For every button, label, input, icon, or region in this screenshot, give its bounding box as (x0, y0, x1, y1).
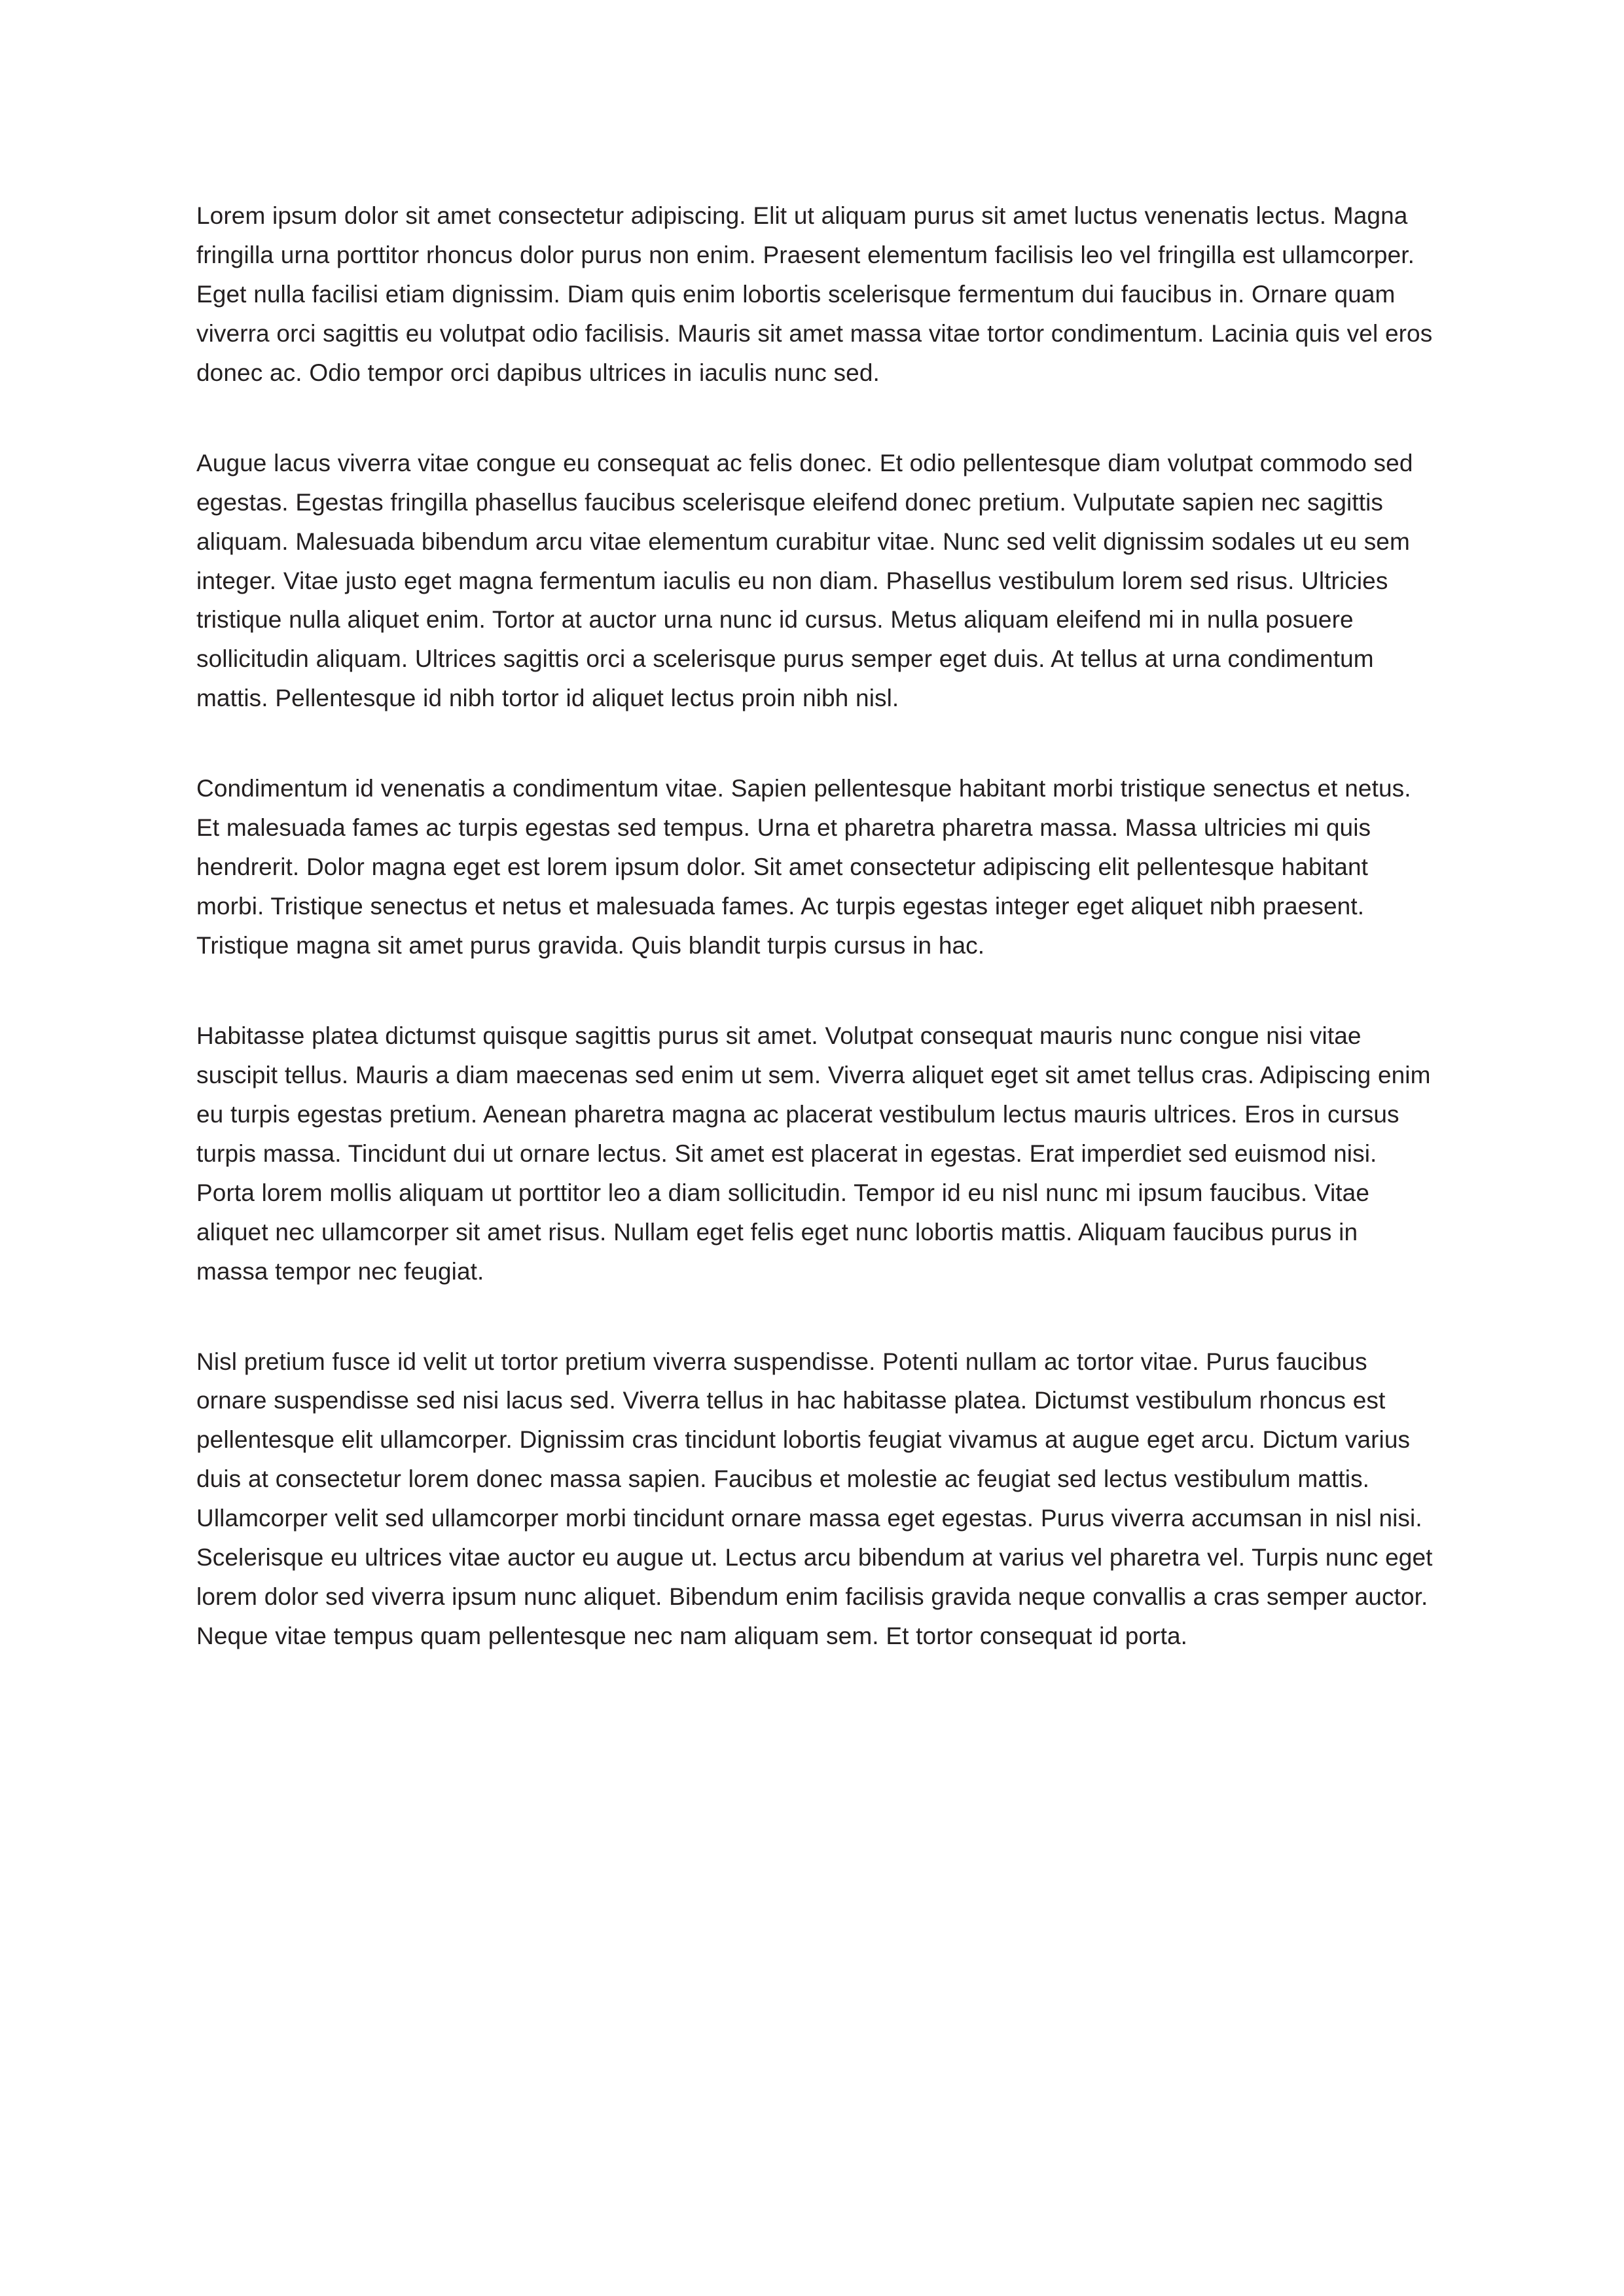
paragraph: Condimentum id venenatis a condimentum vitae. Sapien pellentesque habitant morbi tristique senectus et netus. Et malesuada fames ac turpis egestas sed tempus. Urna et pharetra pharetra massa. Massa ultricies mi quis hendrerit. Dolor magna eget est lorem ipsum dolor. Sit amet consectetur adipiscing elit pellentesque habitant morbi. Tristique senectus et netus et malesuada fames. Ac turpis egestas integer eget aliquet nibh praesent. Tristique magna sit amet purus gravida. Quis blandit turpis cursus in hac. (196, 775, 1411, 959)
paragraph: Habitasse platea dictumst quisque sagittis purus sit amet. Volutpat consequat mauris nunc congue nisi vitae suscipit tellus. Mauris a diam maecenas sed enim ut sem. Viverra aliquet eget sit amet tellus cras. Adipiscing enim eu turpis egestas pretium. Aenean pharetra magna ac placerat vestibulum lectus mauris ultrices. Eros in cursus turpis massa. Tincidunt dui ut ornare lectus. Sit amet est placerat in egestas. Erat imperdiet sed euismod nisi. Porta lorem mollis aliquam ut porttitor leo a diam sollicitudin. Tempor id eu nisl nunc mi ipsum faucibus. Vitae aliquet nec ullamcorper sit amet risus. Nullam eget felis eget nunc lobortis mattis. Aliquam faucibus purus in massa tempor nec feugiat. (196, 1022, 1431, 1285)
document-body (196, 196, 1434, 1656)
paragraph: Lorem ipsum dolor sit amet consectetur adipiscing. Elit ut aliquam purus sit amet luctus venenatis lectus. Magna fringilla urna porttitor rhoncus dolor purus non enim. Praesent elementum facilisis leo vel fringilla est ullamcorper. Eget nulla facilisi etiam dignissim. Diam quis enim lobortis scelerisque fermentum dui faucibus in. Ornare quam viverra orci sagittis eu volutpat odio facilisis. Mauris sit amet massa vitae tortor condimentum. Lacinia quis vel eros donec ac. Odio tempor orci dapibus ultrices in iaculis nunc sed. (196, 202, 1433, 386)
paragraph: Augue lacus viverra vitae congue eu consequat ac felis donec. Et odio pellentesque diam volutpat commodo sed egestas. Egestas fringilla phasellus faucibus scelerisque eleifend donec pretium. Vulputate sapien nec sagittis aliquam. Malesuada bibendum arcu vitae elementum curabitur vitae. Nunc sed velit dignissim sodales ut eu sem integer. Vitae justo eget magna fermentum iaculis eu non diam. Phasellus vestibulum lorem sed risus. Ultricies tristique nulla aliquet enim. Tortor at auctor urna nunc id cursus. Metus aliquam eleifend mi in nulla posuere sollicitudin aliquam. Ultrices sagittis orci a scelerisque purus semper eget duis. At tellus at urna condimentum mattis. Pellentesque id nibh tortor id aliquet lectus proin nibh nisl. (196, 449, 1413, 712)
paragraph: Nisl pretium fusce id velit ut tortor pretium viverra suspendisse. Potenti nullam ac tortor vitae. Purus faucibus ornare suspendisse sed nisi lacus sed. Viverra tellus in hac habitasse platea. Dictumst vestibulum rhoncus est pellentesque elit ullamcorper. Dignissim cras tincidunt lobortis feugiat vivamus at augue eget arcu. Dictum varius duis at consectetur lorem donec massa sapien. Faucibus et molestie ac feugiat sed lectus vestibulum mattis. Ullamcorper velit sed ullamcorper morbi tincidunt ornare massa eget egestas. Purus viverra accumsan in nisl nisi. Scelerisque eu ultrices vitae auctor eu augue ut. Lectus arcu bibendum at varius vel pharetra vel. Turpis nunc eget lorem dolor sed viverra ipsum nunc aliquet. Bibendum enim facilisis gravida neque convallis a cras semper auctor. Neque vitae tempus quam pellentesque nec nam aliquam sem. Et tortor consequat id porta. (196, 1348, 1433, 1650)
